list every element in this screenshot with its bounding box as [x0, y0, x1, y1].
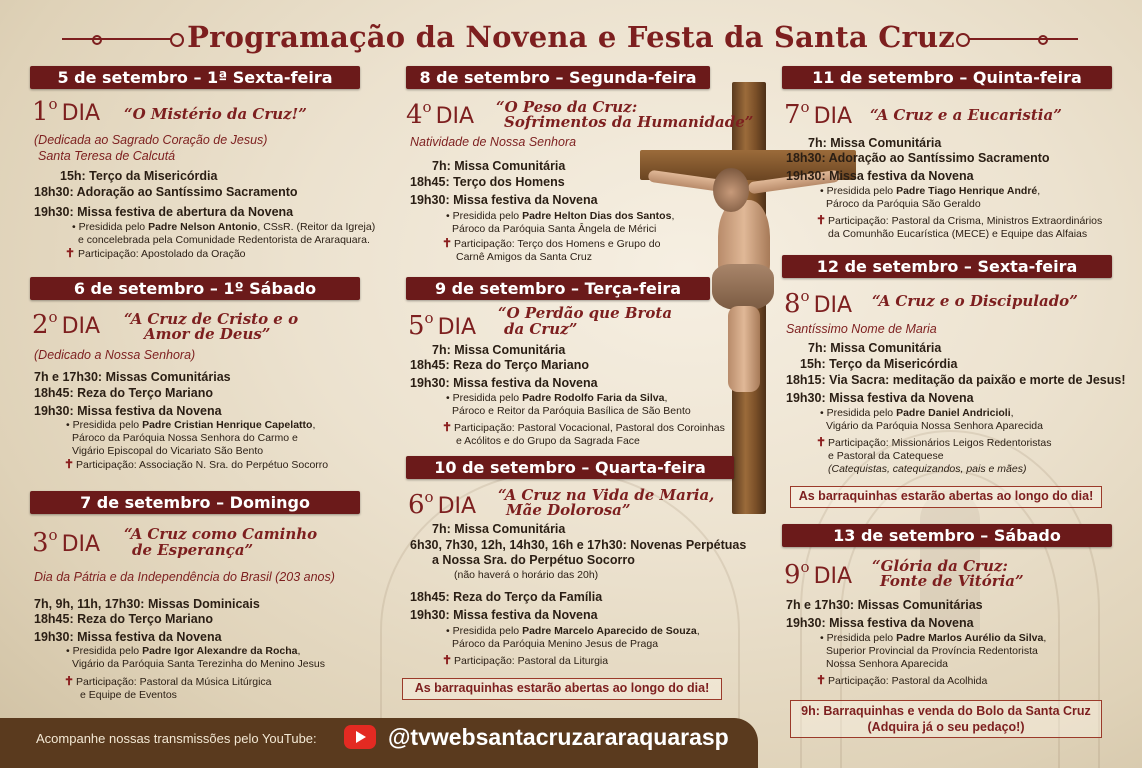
day-theme: “O Mistério da Cruz!” [124, 105, 307, 123]
participation: Participação: Apostolado da Oração [78, 248, 246, 260]
presided-by-detail: Vigário da Paróquia Santa Terezinha do Menino Jesus [72, 658, 325, 670]
schedule-line: 7h: Missa Comunitária [808, 341, 942, 355]
presided-by: • Presidida pelo Padre Igor Alexandre da Rocha, [66, 645, 301, 657]
cross-icon: ✝ [65, 246, 76, 260]
schedule-line: 7h, 9h, 11h, 17h30: Missas Dominicais [34, 597, 260, 611]
presided-by: • Presidida pelo Padre Daniel Andricioli, [820, 407, 1014, 419]
schedule-line: 7h: Missa Comunitária [432, 343, 566, 357]
schedule-line: 7h e 17h30: Missas Comunitárias [786, 598, 983, 612]
day-theme: de Esperança” [132, 541, 254, 559]
schedule-line: 18h45: Reza do Terço Mariano [34, 386, 213, 400]
day-number: 4$^o$ DIA [406, 98, 475, 130]
presided-by-detail: Superior Provincial da Província Redentorista [826, 645, 1038, 657]
day-number: 8$^o$ DIA [784, 287, 853, 319]
presided-by-detail: Vigário da Paróquia Nossa Senhora Aparecida [826, 420, 1043, 432]
schedule-line: 18h30: Adoração ao Santíssimo Sacramento [34, 185, 298, 199]
presided-by: • Presidida pelo Padre Marcelo Aparecido de Souza, [446, 625, 700, 637]
participation-detail: (Catequistas, catequizandos, pais e mães) [828, 463, 1027, 475]
cross-icon: ✝ [442, 653, 453, 667]
date-bar: 10 de setembro – Quarta-feira [406, 456, 734, 479]
date-bar: 12 de setembro – Sexta-feira [782, 255, 1112, 278]
participation-detail: da Comunhão Eucarística (MECE) e Equipe das Alfaias [828, 228, 1088, 240]
day-dedication: Dia da Pátria e da Independência do Brasil (203 anos) [34, 570, 335, 584]
day-theme: “Glória da Cruz: [872, 557, 1008, 575]
cross-icon: ✝ [816, 673, 827, 687]
participation-detail: e Pastoral da Catequese [828, 450, 944, 462]
day-dedication: Natividade de Nossa Senhora [410, 135, 577, 149]
date-bar: 13 de setembro – Sábado [782, 524, 1112, 547]
day-number: 9$^o$ DIA [784, 558, 853, 590]
presided-by-detail: Pároco da Paróquia Nossa Senhora do Carmo e [72, 432, 298, 444]
presided-by: • Presidida pelo Padre Rodolfo Faria da Silva, [446, 392, 668, 404]
stalls-notice: As barraquinhas estarão abertas ao longo do dia! [402, 678, 722, 700]
presided-by-detail: Pároco e Reitor da Paróquia Basílica de São Bento [452, 405, 691, 417]
footer-text: Acompanhe nossas transmissões pelo YouTube: [36, 731, 317, 746]
day-theme: Fonte de Vitória” [880, 572, 1024, 590]
stalls-notice: As barraquinhas estarão abertas ao longo do dia! [790, 486, 1102, 508]
day-theme: “O Peso da Cruz: [496, 98, 638, 116]
presided-by-detail: Pároco da Paróquia Santa Ângela de Mérici [452, 223, 657, 235]
day-theme: “A Cruz e o Discipulado” [872, 292, 1078, 310]
day-number: 6$^o$ DIA [408, 488, 477, 520]
youtube-handle[interactable]: @tvwebsantacruzararaquarasp [388, 724, 729, 750]
date-bar: 7 de setembro – Domingo [30, 491, 360, 514]
title-flourish-right [968, 38, 1078, 40]
youtube-icon[interactable] [344, 725, 376, 749]
participation: Participação: Missionários Leigos Redentoristas [828, 437, 1052, 449]
participation: Participação: Associação N. Sra. do Perpétuo Socorro [76, 459, 329, 471]
schedule-line: 18h45: Terço dos Homens [410, 175, 565, 189]
day-theme: “A Cruz de Cristo e o [124, 310, 299, 328]
cross-icon: ✝ [64, 457, 75, 471]
date-bar: 9 de setembro – Terça-feira [406, 277, 710, 300]
schedule-line: 19h30: Missa festiva da Novena [786, 391, 974, 405]
schedule-line: 15h: Terço da Misericórdia [60, 169, 218, 183]
schedule-line: 18h45: Reza do Terço Mariano [410, 358, 589, 372]
schedule-line: 18h45: Reza do Terço da Família [410, 590, 603, 604]
schedule-note: (não haverá o horário das 20h) [454, 569, 599, 581]
crucifix-loincloth [712, 264, 774, 310]
day-number: 3$^o$ DIA [32, 526, 101, 558]
schedule-line: 7h: Missa Comunitária [432, 522, 566, 536]
schedule-line: 6h30, 7h30, 12h, 14h30, 16h e 17h30: Novenas Perpétuas [410, 538, 747, 552]
participation: Participação: Terço dos Homens e Grupo do [454, 238, 661, 250]
cross-icon: ✝ [442, 420, 453, 434]
day-theme: “A Cruz como Caminho [124, 525, 318, 543]
day-theme: “A Cruz na Vida de Maria, [498, 486, 715, 504]
schedule-line: 19h30: Missa festiva da Novena [786, 616, 974, 630]
participation: Participação: Pastoral Vocacional, Pastoral dos Coroinhas [454, 422, 725, 434]
cake-notice-line: (Adquira já o seu pedaço!) [867, 720, 1025, 734]
schedule-line: 15h: Terço da Misericórdia [800, 357, 958, 371]
participation: Participação: Pastoral da Música Litúrgica [76, 676, 272, 688]
cross-icon: ✝ [816, 213, 827, 227]
schedule-line: a Nossa Sra. do Perpétuo Socorro [432, 553, 635, 567]
day-theme: Amor de Deus” [144, 325, 271, 343]
crucifix-head [713, 168, 749, 212]
participation-detail: Carnê Amigos da Santa Cruz [456, 251, 592, 263]
presided-by-detail: Nossa Senhora Aparecida [826, 658, 948, 670]
date-bar: 6 de setembro – 1º Sábado [30, 277, 360, 300]
presided-by-detail: Vigário Episcopal do Vicariato São Bento [72, 445, 264, 457]
schedule-line: 19h30: Missa festiva de abertura da Novena [34, 205, 294, 219]
schedule-line: 7h: Missa Comunitária [432, 159, 566, 173]
schedule-line: 19h30: Missa festiva da Novena [410, 376, 598, 390]
day-theme: Mãe Dolorosa” [506, 501, 631, 519]
date-bar: 5 de setembro – 1ª Sexta-feira [30, 66, 360, 89]
cross-icon: ✝ [816, 435, 827, 449]
schedule-line: 7h e 17h30: Missas Comunitárias [34, 370, 231, 384]
schedule-line: 19h30: Missa festiva da Novena [786, 169, 974, 183]
day-theme: “A Cruz e a Eucaristia” [870, 106, 1062, 124]
day-number: 7$^o$ DIA [784, 98, 853, 130]
presided-by: • Presidida pelo Padre Tiago Henrique André, [820, 185, 1041, 197]
participation-detail: e Equipe de Eventos [80, 689, 177, 701]
participation-detail: e Acólitos e do Grupo da Sagrada Face [456, 435, 640, 447]
schedule-line: 19h30: Missa festiva da Novena [34, 630, 222, 644]
day-number: 5$^o$ DIA [408, 309, 477, 341]
day-dedication: (Dedicado a Nossa Senhora) [34, 348, 196, 362]
participation: Participação: Pastoral da Liturgia [454, 655, 609, 667]
presided-by: • Presidida pelo Padre Marlos Aurélio da Silva, [820, 632, 1047, 644]
participation: Participação: Pastoral da Acolhida [828, 675, 988, 687]
date-bar: 11 de setembro – Quinta-feira [782, 66, 1112, 89]
presided-by: • Presidida pelo Padre Nelson Antonio, CSsR. (Reitor da Igreja) [72, 221, 376, 233]
cake-notice [790, 700, 1102, 738]
cross-icon: ✝ [64, 674, 75, 688]
date-bar: 8 de setembro – Segunda-feira [406, 66, 710, 89]
crucifix-legs [728, 306, 760, 392]
participation: Participação: Pastoral da Crisma, Ministros Extraordinários [828, 215, 1103, 227]
cake-notice-line: 9h: Barraquinhas e venda do Bolo da Santa Cruz [801, 704, 1091, 718]
presided-by-detail: Pároco da Paróquia São Geraldo [826, 198, 981, 210]
schedule-line: 19h30: Missa festiva da Novena [410, 608, 598, 622]
presided-by: • Presidida pelo Padre Helton Dias dos Santos, [446, 210, 675, 222]
page-title: Programação da Novena e Festa da Santa Cruz [187, 20, 955, 54]
day-theme: Sofrimentos da Humanidade” [504, 113, 754, 131]
day-number: 1$^o$ DIA [32, 95, 101, 127]
day-dedication: Santa Teresa de Calcutá [38, 149, 176, 163]
schedule-line: 18h15: Via Sacra: meditação da paixão e morte de Jesus! [786, 373, 1126, 387]
schedule-line: 18h45: Reza do Terço Mariano [34, 612, 213, 626]
presided-by-detail: Pároco da Paróquia Menino Jesus de Praga [452, 638, 659, 650]
presided-by-detail: e concelebrada pela Comunidade Redentorista de Araraquara. [78, 234, 370, 246]
schedule-line: 19h30: Missa festiva da Novena [410, 193, 598, 207]
day-number: 2$^o$ DIA [32, 308, 101, 340]
schedule-line: 18h30: Adoração ao Santíssimo Sacramento [786, 151, 1050, 165]
day-theme: “O Perdão que Brota [498, 304, 673, 322]
day-dedication: Santíssimo Nome de Maria [786, 322, 937, 336]
schedule-line: 7h: Missa Comunitária [808, 136, 942, 150]
presided-by: • Presidida pelo Padre Cristian Henrique Capelatto, [66, 419, 316, 431]
cross-icon: ✝ [442, 236, 453, 250]
schedule-line: 19h30: Missa festiva da Novena [34, 404, 222, 418]
day-dedication: (Dedicada ao Sagrado Coração de Jesus) [34, 133, 268, 147]
day-theme: da Cruz” [504, 320, 578, 338]
